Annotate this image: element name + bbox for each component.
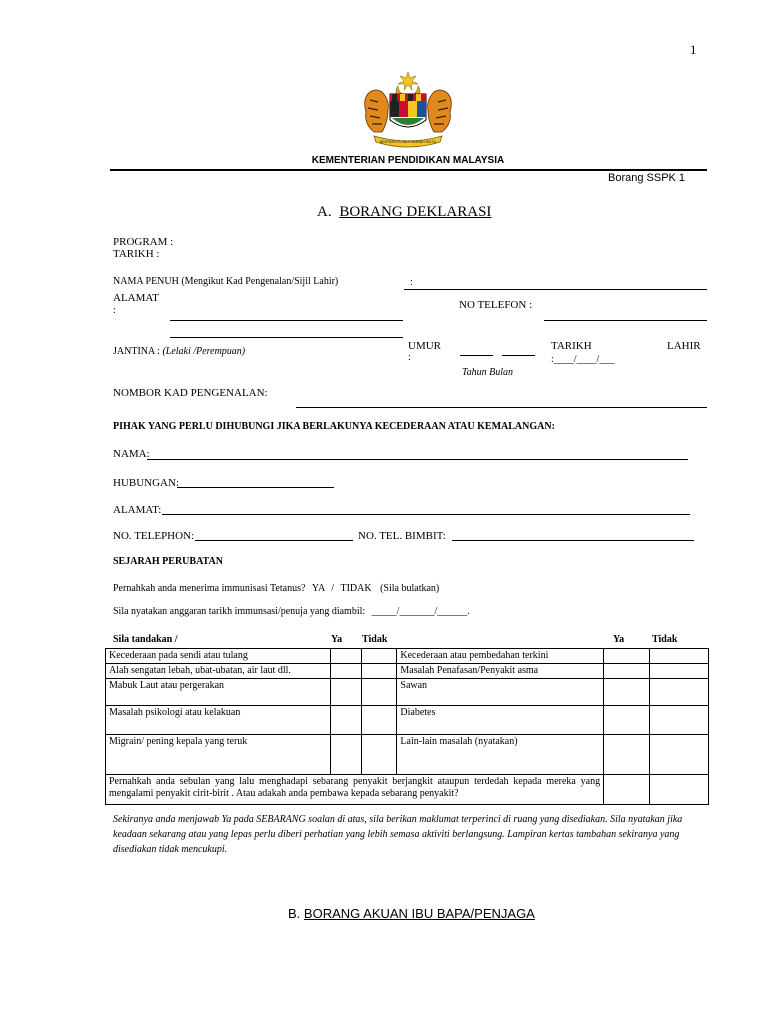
medical-history-table	[105, 648, 709, 805]
tetanus-tidak-option[interactable]: TIDAK	[340, 583, 372, 594]
tidak-checkbox[interactable]	[362, 679, 397, 706]
form-code: Borang SSPK 1	[608, 172, 686, 184]
emergency-nama-field[interactable]	[147, 459, 688, 460]
tidak-checkbox[interactable]	[650, 649, 709, 664]
tidak-checkbox[interactable]	[650, 775, 709, 805]
nama-penuh-field[interactable]	[404, 289, 707, 290]
tidak-checkbox[interactable]	[650, 735, 709, 775]
emergency-hubungan-field[interactable]	[177, 487, 334, 488]
table-row	[106, 664, 709, 679]
condition-right: Masalah Penafasan/Penyakit asma	[397, 664, 604, 679]
umur-label: UMUR	[408, 340, 442, 352]
condition-left: Masalah psikologi atau kelakuan	[106, 706, 331, 735]
tidak-checkbox[interactable]	[362, 735, 397, 775]
emergency-bimbit-field[interactable]	[452, 540, 694, 541]
table-row	[106, 735, 709, 775]
alamat-field-line1[interactable]	[170, 320, 403, 321]
umur-colon: :	[408, 352, 411, 363]
nama-penuh-note: (Mengikut Kad Pengenalan/Sijil Lahir)	[181, 276, 339, 287]
alamat-field-line2[interactable]	[170, 337, 403, 338]
table-row	[106, 775, 709, 805]
table-row	[106, 706, 709, 735]
umur-bulan-field[interactable]	[502, 355, 535, 356]
tahun-bulan-label: Tahun Bulan	[462, 367, 514, 378]
section-b-heading: BORANG AKUAN IBU BAPA/PENJAGA	[303, 906, 535, 921]
lahir-label: LAHIR	[667, 340, 701, 352]
program-label: PROGRAM :	[113, 236, 174, 248]
condition-right: Lain-lain masalah (nyatakan)	[397, 735, 604, 775]
umur-tahun-field[interactable]	[460, 355, 493, 356]
condition-left: Migrain/ pening kepala yang teruk	[106, 735, 331, 775]
tidak-checkbox[interactable]	[650, 664, 709, 679]
immunisasi-date-field[interactable]: _____/_______/______.	[371, 606, 470, 617]
condition-left: Mabuk Laut atau pergerakan	[106, 679, 331, 706]
emergency-alamat-label: ALAMAT:	[113, 504, 162, 516]
ya-checkbox[interactable]	[604, 706, 650, 735]
nombor-kp-label: NOMBOR KAD PENGENALAN:	[113, 387, 268, 399]
emergency-nama-label: NAMA:	[113, 448, 150, 460]
nama-penuh-text: NAMA PENUH	[113, 276, 179, 287]
tetanus-ya-option[interactable]: YA	[311, 583, 325, 594]
jantina-text: JANTINA :	[113, 346, 160, 357]
jantina-options: (Lelaki /Perempuan)	[162, 346, 246, 357]
nama-colon: :	[410, 277, 413, 288]
tidak-checkbox[interactable]	[650, 679, 709, 706]
ya-checkbox[interactable]	[604, 775, 650, 805]
table-header-ya-left: Ya	[331, 634, 343, 645]
table-header-label: Sila tandakan /	[113, 634, 178, 645]
svg-text:BERSEKUTU BERTAMBAH MUTU: BERSEKUTU BERTAMBAH MUTU	[379, 140, 437, 144]
tarikh-lahir-field[interactable]: :____/____/___	[551, 354, 615, 365]
contagious-disease-question: Pernahkah anda sebulan yang lalu menghadapi sebarang penyakit berjangkit ataupun terdedah kepada mereka yang mengalami penyakit cirit-birit . Atau adakah anda pembawa kepada sebarang penyakit?	[106, 775, 604, 805]
medical-heading: SEJARAH PERUBATAN	[113, 556, 223, 567]
page-number: 1	[690, 42, 697, 57]
nama-penuh-label	[113, 276, 338, 287]
ya-checkbox[interactable]	[604, 679, 650, 706]
condition-right: Sawan	[397, 679, 604, 706]
immunisasi-date-row	[113, 606, 470, 617]
tidak-checkbox[interactable]	[650, 706, 709, 735]
tidak-checkbox[interactable]	[362, 706, 397, 735]
condition-left: Alah sengatan lebah, ubat-ubatan, air laut dll.	[106, 664, 331, 679]
no-telefon-field[interactable]	[544, 320, 707, 321]
table-header-tidak-right: Tidak	[652, 634, 678, 645]
emergency-bimbit-label: NO. TEL. BIMBIT:	[358, 530, 446, 542]
ya-checkbox[interactable]	[330, 735, 361, 775]
immunisasi-date-question: Sila nyatakan anggaran tarikh immunsasi/penuja yang diambil:	[113, 606, 366, 617]
emergency-alamat-field[interactable]	[162, 514, 690, 515]
section-b-prefix: B.	[288, 906, 301, 921]
tetanus-slash: /	[331, 583, 334, 594]
ya-checkbox[interactable]	[604, 735, 650, 775]
section-a-prefix: A.	[317, 204, 332, 220]
condition-left: Kecederaan pada sendi atau tulang	[106, 649, 331, 664]
condition-right: Diabetes	[397, 706, 604, 735]
ya-checkbox[interactable]	[330, 706, 361, 735]
emergency-telephon-field[interactable]	[195, 540, 353, 541]
alamat-colon: :	[113, 305, 116, 316]
tetanus-question-row	[113, 583, 439, 594]
alamat-label: ALAMAT	[113, 292, 159, 304]
table-row	[106, 649, 709, 664]
section-b-title	[288, 906, 535, 921]
section-a-title	[317, 204, 491, 221]
coat-of-arms-logo	[352, 72, 464, 150]
section-a-heading: BORANG DEKLARASI	[339, 204, 492, 220]
tidak-checkbox[interactable]	[362, 664, 397, 679]
tidak-checkbox[interactable]	[362, 649, 397, 664]
emergency-hubungan-label: HUBUNGAN:	[113, 477, 179, 489]
emergency-heading: PIHAK YANG PERLU DIHUBUNGI JIKA BERLAKUNYA KECEDERAAN ATAU KEMALANGAN:	[113, 421, 555, 432]
header-rule	[110, 169, 707, 171]
ya-checkbox[interactable]	[604, 664, 650, 679]
ya-checkbox[interactable]	[330, 649, 361, 664]
instruction-note: Sekiranya anda menjawab Ya pada SEBARANG soalan di atas, sila berikan maklumat terperinci di ruang yang disediakan. Sila nyatakan jika keadaan sekarang atau yang lepas perlu diberi perhatian yang lebih semasa aktiviti berlangsung. Lampiran kertas tambahan sekiranya yang disediakan tidak mencukupi.	[113, 814, 683, 855]
ya-checkbox[interactable]	[330, 679, 361, 706]
ya-checkbox[interactable]	[604, 649, 650, 664]
table-row	[106, 679, 709, 706]
table-header-tidak-left: Tidak	[362, 634, 388, 645]
condition-right: Kecederaan atau pembedahan terkini	[397, 649, 604, 664]
sila-bulatkan-note: (Sila bulatkan)	[380, 583, 440, 594]
emergency-telephon-label: NO. TELEPHON:	[113, 530, 195, 542]
tetanus-question: Pernahkah anda menerima immunisasi Tetanus?	[113, 583, 306, 594]
ya-checkbox[interactable]	[330, 664, 361, 679]
tarikh-lahir-label: TARIKH	[551, 340, 592, 352]
no-telefon-label: NO TELEFON :	[459, 299, 533, 311]
ministry-title: KEMENTERIAN PENDIDIKAN MALAYSIA	[311, 155, 505, 166]
tarikh-label: TARIKH :	[113, 248, 160, 260]
nombor-kp-field[interactable]	[296, 407, 707, 408]
jantina-label	[113, 346, 245, 357]
table-header-ya-right: Ya	[613, 634, 625, 645]
